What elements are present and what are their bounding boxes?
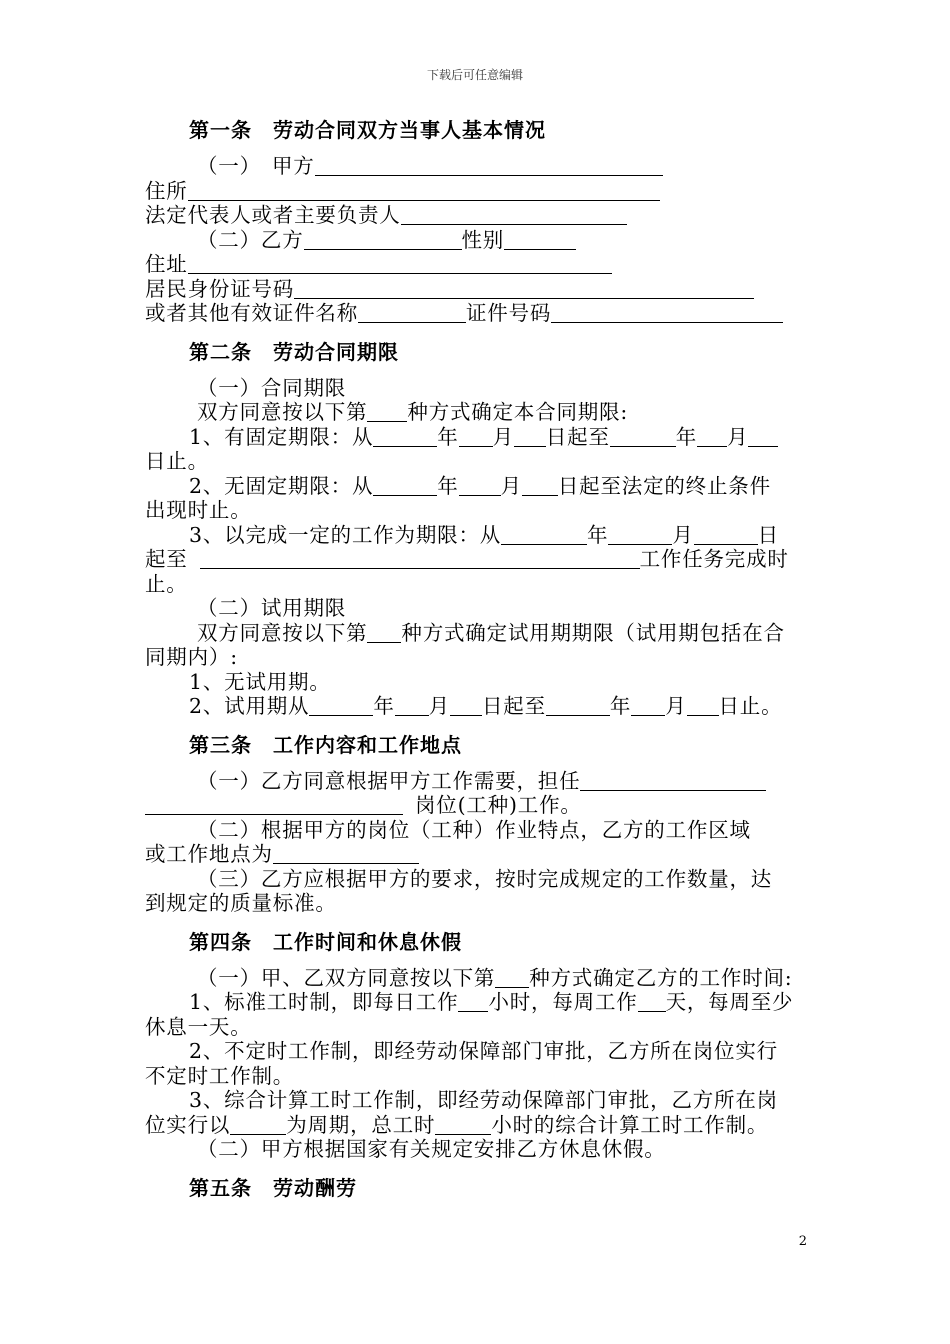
unfixed-term-end: 出现时止。	[145, 498, 252, 522]
address-label: 住所	[145, 178, 188, 203]
rep-label: 法定代表人或者主要负责人	[145, 203, 401, 227]
trial-end-year-blank[interactable]	[546, 696, 610, 716]
rep-blank[interactable]	[401, 205, 627, 225]
page-header: 下载后可任意编辑	[426, 68, 523, 82]
gender-label: 性别	[461, 227, 505, 252]
term-choice-text-a: 双方同意按以下第	[197, 400, 368, 424]
rep-line	[145, 203, 805, 228]
task-term-label: 3、以完成一定的工作为期限：从	[189, 522, 502, 547]
work-time-choice-blank[interactable]	[495, 968, 529, 988]
contract-term-heading: （一）合同期限	[197, 375, 347, 400]
fixed-start-year-blank[interactable]	[373, 427, 437, 447]
month-label: 月	[672, 522, 694, 547]
trial-period-line	[189, 694, 805, 719]
trial-choice-text-a: 双方同意按以下第	[197, 620, 368, 645]
month-label: 月	[727, 424, 749, 449]
daily-hours-blank[interactable]	[458, 992, 488, 1012]
month-label: 月	[428, 694, 450, 718]
day-label: 日	[757, 522, 779, 547]
standard-hours-text-c: 天，每周至少	[665, 990, 794, 1014]
task-complete-text: 工作任务完成时	[639, 547, 789, 571]
trial-start-day-blank[interactable]	[450, 696, 482, 716]
address-line	[145, 179, 805, 204]
comprehensive-text-a: 位实行以	[145, 1112, 231, 1137]
work-area-blank[interactable]	[273, 844, 419, 864]
trial-choice-line-2: 同期内）:	[145, 645, 238, 669]
party-a-line	[197, 154, 805, 179]
position-blank[interactable]	[580, 771, 766, 791]
year-label: 年	[587, 522, 609, 547]
term-choice-text-b: 种方式确定本合同期限:	[407, 400, 629, 424]
year-label: 年	[675, 424, 698, 449]
fixed-end-day-blank[interactable]	[748, 427, 778, 447]
comprehensive-text-b: 为周期，总工时	[286, 1112, 436, 1137]
work-time-choice-text-b: 种方式确定乙方的工作时间:	[529, 965, 793, 990]
unfixed-term-text: 日起至法定的终止条件	[557, 473, 771, 498]
year-label: 年	[609, 694, 632, 718]
contract-page	[145, 118, 805, 1200]
article-4-title: 第四条 工作时间和休息休假	[189, 929, 462, 954]
trial-end-label: 日止。	[718, 694, 783, 718]
position-blank-2[interactable]	[145, 795, 403, 815]
work-requirement-line: （三）乙方应根据甲方的要求，按时完成规定的工作数量，达	[197, 866, 773, 891]
trial-end-day-blank[interactable]	[687, 696, 719, 716]
year-label: 年	[373, 694, 395, 718]
no-trial-option: 1、无试用期。	[189, 669, 331, 694]
year-label: 年	[437, 473, 459, 498]
task-month-blank[interactable]	[608, 525, 672, 545]
task-until-label: 起至	[145, 547, 188, 571]
other-doc-blank[interactable]	[358, 303, 466, 323]
fixed-term-label: 1、有固定期限：从	[189, 424, 374, 449]
fixed-end-month-blank[interactable]	[697, 427, 727, 447]
trial-choice-text-b: 种方式确定试用期期限（试用期包括在合	[401, 620, 785, 645]
trial-period-heading: （二）试用期限	[197, 596, 347, 620]
trial-start-month-blank[interactable]	[395, 696, 429, 716]
position-suffix: 岗位(工种)工作。	[415, 793, 582, 817]
comprehensive-hours-line-2	[145, 1113, 805, 1138]
article-1-title: 第一条 劳动合同双方当事人基本情况	[189, 118, 546, 142]
task-term-end: 止。	[145, 571, 188, 596]
fixed-start-month-blank[interactable]	[459, 427, 493, 447]
cycle-period-blank[interactable]	[230, 1115, 286, 1135]
task-term-line-2	[145, 547, 805, 572]
trial-choice-blank[interactable]	[367, 623, 401, 643]
article-2-title: 第二条 劳动合同期限	[189, 339, 399, 364]
rest-leave-line: （二）甲方根据国家有关规定安排乙方休息休假。	[197, 1137, 666, 1161]
comprehensive-hours-line: 3、综合计算工时工作制，即经劳动保障部门审批，乙方所在岗	[189, 1088, 778, 1112]
residence-blank[interactable]	[188, 254, 612, 274]
doc-no-blank[interactable]	[551, 303, 783, 323]
work-area-line-2	[145, 842, 805, 867]
unfixed-term-label: 2、无固定期限：从	[189, 473, 374, 498]
fixed-term-end: 日止。	[145, 449, 209, 473]
day-from-label: 日起至	[481, 694, 546, 718]
standard-hours-text-a: 1、标准工时制，即每日工作	[189, 990, 459, 1014]
unfixed-term-line	[189, 474, 805, 499]
residence-line	[145, 252, 805, 277]
work-requirement-line-2: 到规定的质量标准。	[145, 891, 337, 915]
party-a-label: （一） 甲方	[197, 154, 315, 178]
task-year-blank[interactable]	[501, 525, 587, 545]
party-a-blank[interactable]	[315, 156, 663, 176]
residence-label: 住址	[145, 252, 188, 276]
work-area-label: 或工作地点为	[145, 842, 273, 866]
trial-end-month-blank[interactable]	[631, 696, 665, 716]
work-time-choice-line	[197, 966, 805, 991]
party-b-line	[197, 228, 805, 253]
doc-no-label: 证件号码	[466, 301, 552, 325]
id-blank[interactable]	[294, 279, 754, 299]
standard-hours-line-2: 休息一天。	[145, 1014, 252, 1039]
flexible-hours-line: 2、不定时工作制，即经劳动保障部门审批，乙方所在岗位实行	[189, 1039, 778, 1063]
fixed-term-line	[189, 425, 805, 450]
page-number: 2	[798, 1234, 807, 1249]
gender-blank[interactable]	[504, 230, 576, 250]
total-hours-blank[interactable]	[435, 1115, 491, 1135]
party-b-blank[interactable]	[304, 230, 462, 250]
trial-period-label: 2、试用期从	[189, 694, 310, 718]
day-from-label: 日起至	[545, 424, 610, 449]
fixed-start-day-blank[interactable]	[514, 427, 546, 447]
unfixed-year-blank[interactable]	[373, 476, 437, 496]
year-label: 年	[437, 424, 459, 449]
term-choice-blank[interactable]	[367, 402, 407, 422]
standard-hours-line	[189, 990, 805, 1015]
article-3-title: 第三条 工作内容和工作地点	[189, 732, 462, 757]
month-label: 月	[500, 473, 522, 498]
unfixed-day-blank[interactable]	[522, 476, 558, 496]
task-description-blank[interactable]	[200, 549, 640, 569]
task-day-blank[interactable]	[694, 525, 758, 545]
task-term-line	[189, 523, 805, 548]
party-b-label: （二）乙方	[197, 227, 304, 252]
trial-choice-line	[197, 621, 805, 646]
other-doc-label: 或者其他有效证件名称	[145, 301, 358, 325]
address-blank[interactable]	[188, 181, 660, 201]
position-line	[197, 769, 805, 794]
unfixed-month-blank[interactable]	[459, 476, 501, 496]
standard-hours-text-b: 小时，每周工作	[488, 990, 638, 1014]
article-5-title: 第五条 劳动酬劳	[189, 1175, 357, 1200]
position-text: （一）乙方同意根据甲方工作需要，担任	[197, 768, 581, 793]
id-label: 居民身份证号码	[145, 276, 295, 301]
weekly-days-blank[interactable]	[638, 992, 666, 1012]
trial-start-year-blank[interactable]	[309, 696, 373, 716]
position-line-2	[145, 793, 805, 818]
work-area-line: （二）根据甲方的岗位（工种）作业特点，乙方的工作区域	[197, 817, 751, 842]
id-line	[145, 277, 805, 302]
work-time-choice-text-a: （一）甲、乙双方同意按以下第	[197, 965, 496, 990]
flexible-hours-line-2: 不定时工作制。	[145, 1063, 295, 1088]
comprehensive-text-c: 小时的综合计算工时工作制。	[491, 1112, 769, 1137]
term-choice-line	[197, 400, 805, 425]
month-label: 月	[665, 694, 687, 718]
month-label: 月	[492, 424, 514, 449]
other-doc-line	[145, 301, 805, 326]
fixed-end-year-blank[interactable]	[610, 427, 676, 447]
